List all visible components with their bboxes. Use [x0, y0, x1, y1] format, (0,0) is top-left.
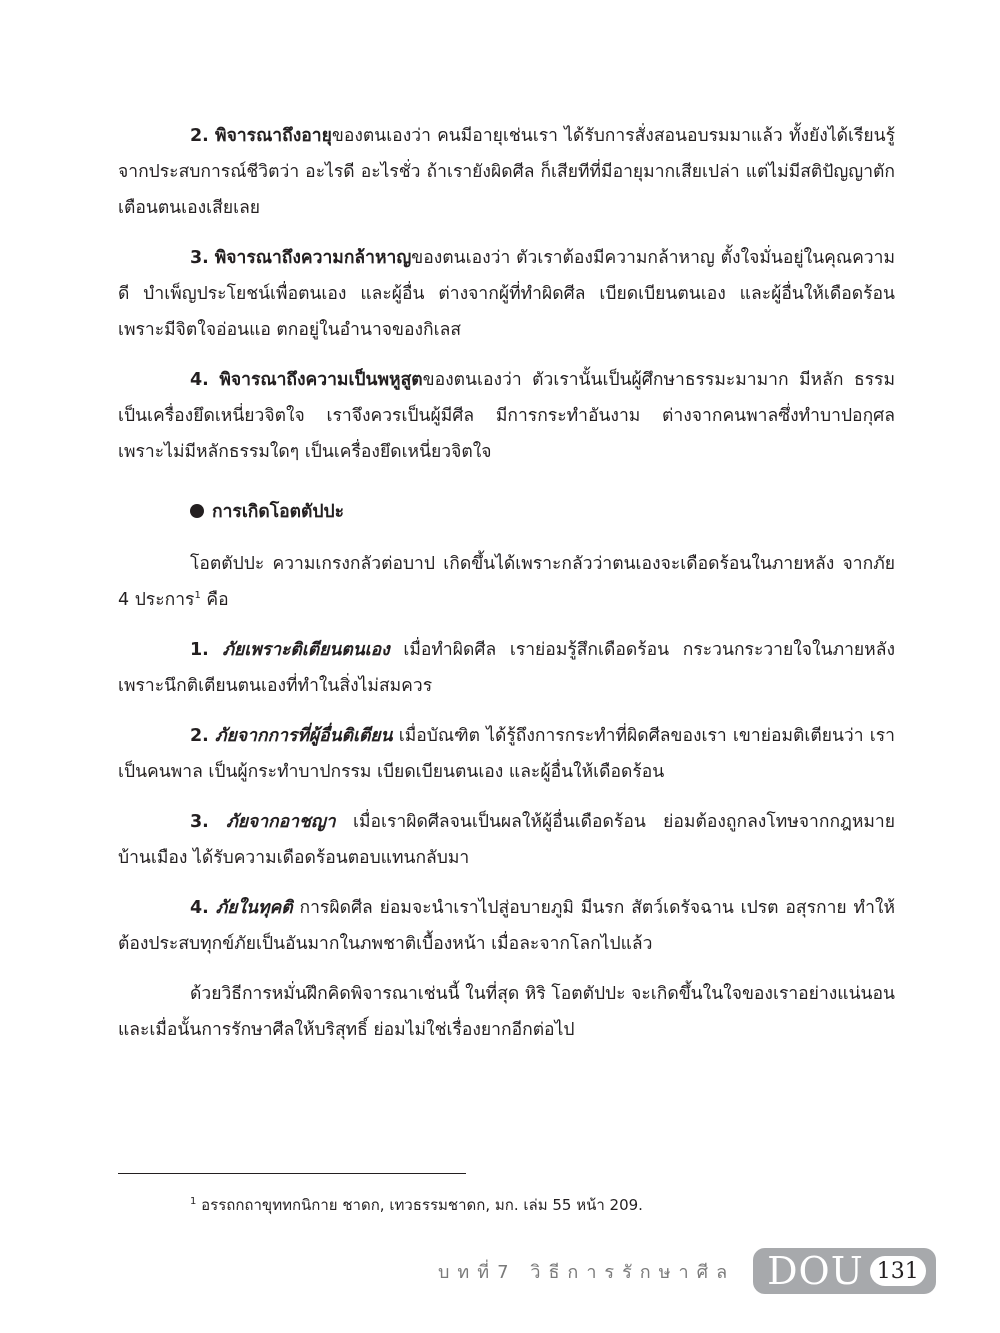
body-text: [118, 118, 895, 1062]
footnote-text: อรรถกถาขุททกนิกาย ชาดก, เทวธรรมชาดก, มก. เล่ม 55 หน้า 209.: [196, 1196, 643, 1214]
item-text: ของตนเองว่า ตัวเรานั้นเป็นผู้ศึกษาธรรมะมามาก มีหลัก ธรรม เป็นเครื่องยึดเหนี่ยวจิตใจ เราจึงควรเป็นผู้มีศีล มีการกระทำอันงาม ต่างจากคนพาลซึ่งทำบาปอกุศล เพราะไม่มีหลักธรรมใดๆ เป็นเครื่องยึดเหนี่ยวจิตใจ: [118, 370, 895, 462]
item-number: 4.: [190, 370, 209, 390]
intro-paragraph: [118, 546, 895, 618]
brand-logo: DOU: [767, 1249, 864, 1293]
paragraph-punishment: [118, 804, 895, 876]
item-text: การผิดศีล ย่อมจะนำเราไปสู่อบายภูมิ มีนรก สัตว์เดรัจฉาน เปรต อสุรกาย ทำให้ต้องประสบทุกข์ภัยเป็นอันมากในภพชาติเบื้องหน้า เมื่อละจากโลกไปแล้ว: [118, 898, 895, 954]
section-heading: [190, 494, 895, 530]
item-text: เมื่อเราผิดศีลจนเป็นผลให้ผู้อื่นเดือดร้อน ย่อมต้องถูกลงโทษจากกฎหมาย บ้านเมือง ได้รับความเดือดร้อนตอบแทนกลับมา: [118, 812, 895, 868]
footnote-mark: 1: [190, 1196, 197, 1207]
item-number: 2.: [190, 126, 209, 146]
item-number: 4.: [190, 898, 209, 918]
item-title: พิจารณาถึงความกล้าหาญ: [214, 248, 412, 268]
paragraph-learning: [118, 362, 895, 470]
footnote: [190, 1193, 643, 1217]
item-text: ของตนเองว่า คนมีอายุเช่นเรา ได้รับการสั่งสอนอบรมมาแล้ว ทั้งยังได้เรียนรู้จากประสบการณ์ชีวิตว่า อะไรดี อะไรชั่ว ถ้าเรายังผิดศีล ก็เสียทีที่มีอายุมากเสียเปล่า แต่ไม่มีสติปัญญาตักเตือนตนเองเสียเลย: [118, 126, 895, 218]
paragraph-age: [118, 118, 895, 226]
bullet-icon: [190, 504, 204, 518]
item-title: ภัยในทุคติ: [215, 898, 293, 918]
item-title: ภัยจากการที่ผู้อื่นติเตียน: [215, 726, 393, 746]
item-number: 3.: [190, 812, 209, 832]
paragraph-woeful-state: [118, 890, 895, 962]
page-footer: [438, 1248, 936, 1294]
item-title: พิจารณาถึงความเป็นพหูสูต: [219, 370, 423, 390]
footnote-ref: 1: [194, 590, 201, 602]
item-text: เมื่อบัณฑิต ได้รู้ถึงการกระทำที่ผิดศีลของเรา เขาย่อมติเตียนว่า เราเป็นคนพาล เป็นผู้กระทำบาปกรรม เบียดเบียนตนเอง และผู้อื่นให้เดือดร้อน: [118, 726, 895, 782]
item-title: พิจารณาถึงอายุ: [215, 126, 332, 146]
page-number: 131: [870, 1256, 926, 1286]
paragraph-others-blame: [118, 718, 895, 790]
chapter-title: บทที่7 วิธีการรักษาศีล: [438, 1261, 736, 1283]
paragraph-self-blame: [118, 632, 895, 704]
paragraph-courage: [118, 240, 895, 348]
item-number: 1.: [190, 640, 209, 660]
intro-tail: คือ: [200, 590, 229, 610]
footnote-divider: [118, 1173, 466, 1174]
item-text: ของตนเองว่า ตัวเราต้องมีความกล้าหาญ ตั้งใจมั่นอยู่ในคุณความดี บำเพ็ญประโยชน์เพื่อตนเอง และผู้อื่น ต่างจากผู้ที่ทำผิดศีล เบียดเบียนตนเอง และผู้อื่นให้เดือดร้อน เพราะมีจิตใจอ่อนแอ ตกอยู่ในอำนาจของกิเลส: [118, 248, 895, 340]
item-number: 3.: [190, 248, 209, 268]
heading-text: การเกิดโอตตัปปะ: [212, 502, 345, 522]
item-text: เมื่อทำผิดศีล เราย่อมรู้สึกเดือดร้อน กระวนกระวายใจในภายหลัง เพราะนึกติเตียนตนเองที่ทำในสิ่งไม่สมควร: [118, 640, 895, 696]
closing-paragraph: ด้วยวิธีการหมั่นฝึกคิดพิจารณาเช่นนี้ ในที่สุด หิริ โอตตัปปะ จะเกิดขึ้นในใจของเราอย่างแน่นอน และเมื่อนั้นการรักษาศีลให้บริสุทธิ์ ย่อมไม่ใช่เรื่องยากอีกต่อไป: [118, 984, 895, 1040]
intro-text: โอตตัปปะ ความเกรงกลัวต่อบาป เกิดขึ้นได้เพราะกลัวว่าตนเองจะเดือดร้อนในภายหลัง จากภัย 4 ประการ: [118, 554, 895, 610]
brand-badge: [753, 1248, 936, 1294]
item-title: ภัยเพราะติเตียนตนเอง: [222, 640, 390, 660]
item-number: 2.: [190, 726, 209, 746]
item-title: ภัยจากอาชญา: [226, 812, 336, 832]
